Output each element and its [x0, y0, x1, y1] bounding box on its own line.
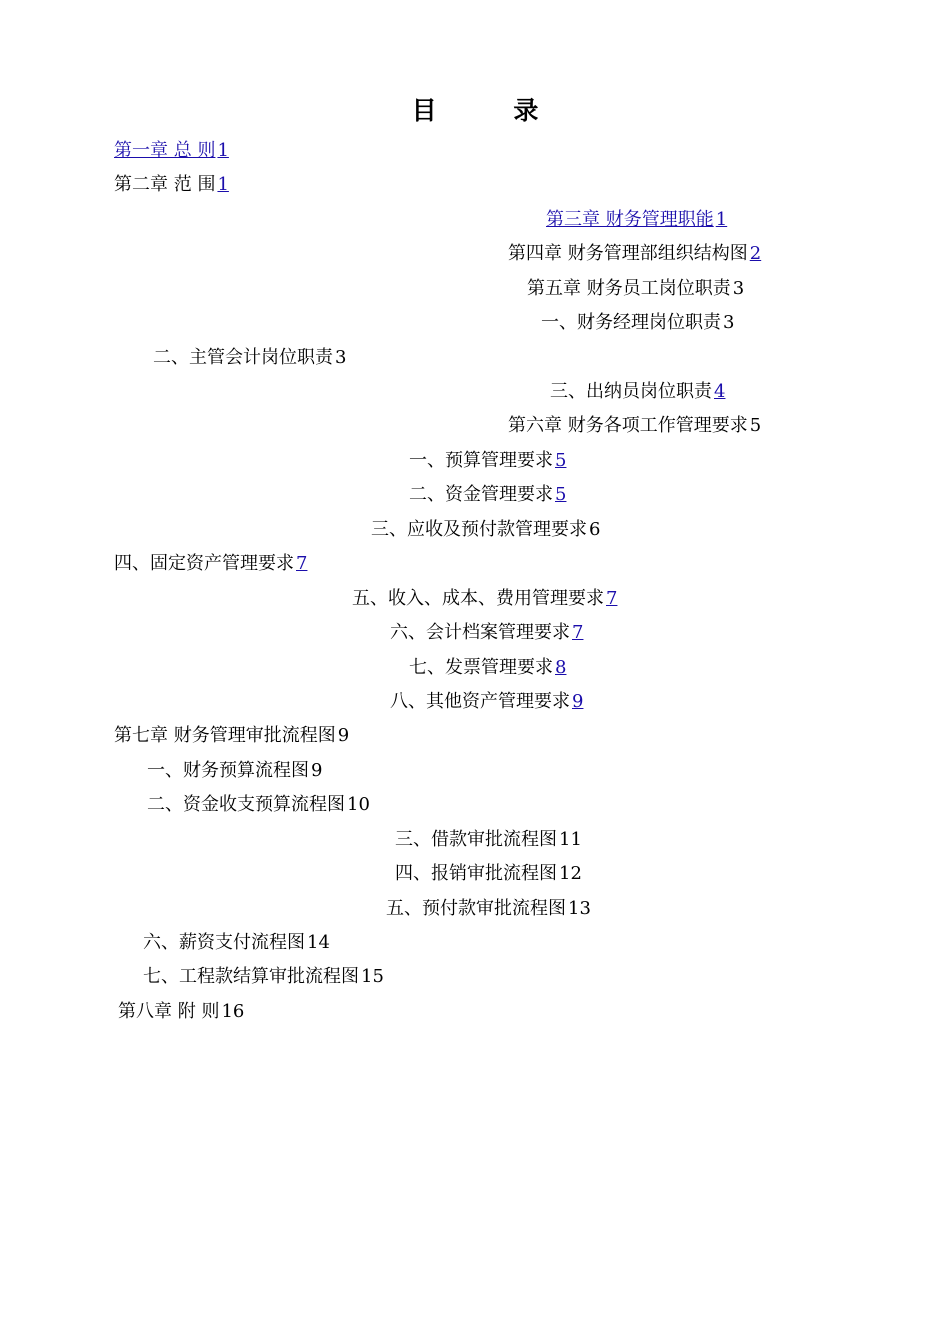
toc-entry-label: 一、财务经理岗位职责 [541, 312, 721, 333]
toc-entry-label: 六、会计档案管理要求 [390, 622, 570, 643]
toc-entry-label: 第五章 财务员工岗位职责 [527, 278, 731, 299]
toc-page-link[interactable]: 7 [606, 588, 618, 609]
toc-page-link[interactable]: 8 [555, 657, 567, 678]
toc-entry-chapter-2 [114, 172, 229, 198]
toc-page-link[interactable]: 2 [749, 243, 762, 264]
toc-entry-6-4 [114, 551, 307, 577]
toc-entry-7-3 [395, 827, 582, 853]
toc-entry-label: 四、固定资产管理要求 [114, 553, 294, 574]
toc-page-link[interactable]: 5 [555, 484, 567, 505]
toc-page-number: 10 [347, 794, 370, 815]
toc-entry-6-3 [371, 517, 600, 543]
toc-page-link[interactable]: 7 [296, 553, 308, 574]
toc-entry-chapter-3[interactable] [546, 207, 727, 233]
toc-entry-6-1 [409, 448, 566, 474]
toc-page-number: 12 [559, 863, 582, 884]
toc-entry-chapter-5 [527, 276, 744, 302]
toc-entry-label: 第二章 范 围 [114, 174, 216, 195]
toc-entry-5-1 [541, 310, 734, 336]
toc-entry-label: 七、工程款结算审批流程图 [143, 966, 359, 987]
toc-entry-chapter-1[interactable] [114, 138, 229, 164]
toc-page-number: 9 [311, 760, 323, 781]
toc-entry-chapter-7 [114, 723, 349, 749]
toc-entry-label: 二、资金收支预算流程图 [147, 794, 345, 815]
toc-entry-label: 二、资金管理要求 [409, 484, 553, 505]
toc-page-link[interactable]: 7 [572, 622, 584, 643]
toc-page-number: 15 [361, 966, 384, 987]
toc-entry-6-2 [409, 482, 566, 508]
toc-entry-7-5 [386, 896, 591, 922]
toc-page-number: 11 [559, 829, 582, 850]
toc-entry-label: 第七章 财务管理审批流程图 [114, 725, 336, 746]
toc-entry-7-7 [143, 964, 384, 990]
toc-entry-label: 第六章 财务各项工作管理要求 [508, 415, 748, 436]
toc-page-link[interactable]: 5 [555, 450, 567, 471]
toc-title: 目 录 [411, 96, 573, 125]
toc-entry-6-7 [409, 655, 566, 681]
toc-entry-5-2 [153, 345, 346, 371]
toc-entry-label: 八、其他资产管理要求 [390, 691, 570, 712]
toc-entry-chapter-4 [508, 241, 761, 267]
toc-entry-chapter-8 [118, 999, 244, 1025]
toc-page-link[interactable]: 4 [714, 381, 726, 402]
toc-page-number: 6 [589, 519, 601, 540]
toc-page-number: 13 [568, 898, 591, 919]
toc-entry-label[interactable]: 第一章 总 则 [114, 140, 216, 161]
toc-page-number: 14 [307, 932, 330, 953]
toc-entry-7-6 [143, 930, 330, 956]
toc-page-link[interactable]: 1 [217, 174, 229, 195]
toc-entry-label: 五、收入、成本、费用管理要求 [352, 588, 604, 609]
toc-entry-label: 三、应收及预付款管理要求 [371, 519, 587, 540]
toc-entry-label: 一、预算管理要求 [409, 450, 553, 471]
toc-page-number: 9 [337, 725, 350, 746]
toc-page-number: 3 [335, 347, 347, 368]
toc-page-number: 3 [723, 312, 735, 333]
toc-entry-6-5 [352, 586, 617, 612]
toc-entry-label: 七、发票管理要求 [409, 657, 553, 678]
toc-entry-label: 一、财务预算流程图 [147, 760, 309, 781]
toc-entry-6-6 [390, 620, 583, 646]
toc-entry-7-1 [147, 758, 322, 784]
toc-entry-7-2 [147, 792, 370, 818]
toc-entry-label: 三、借款审批流程图 [395, 829, 557, 850]
toc-page-number: 16 [221, 1001, 245, 1022]
toc-entry-label: 三、出纳员岗位职责 [550, 381, 712, 402]
toc-entry-7-4 [395, 861, 582, 887]
toc-entry-label: 第四章 财务管理部组织结构图 [508, 243, 748, 264]
toc-entry-6-8 [390, 689, 583, 715]
toc-entry-chapter-6 [508, 413, 761, 439]
toc-entry-label: 二、主管会计岗位职责 [153, 347, 333, 368]
toc-entry-label: 六、薪资支付流程图 [143, 932, 305, 953]
toc-page-number: 3 [732, 278, 745, 299]
toc-entry-label: 五、预付款审批流程图 [386, 898, 566, 919]
toc-page-link[interactable]: 9 [572, 691, 584, 712]
toc-entry-label: 第八章 附 则 [118, 1001, 220, 1022]
toc-entry-5-3 [550, 379, 725, 405]
toc-page-number: 5 [749, 415, 762, 436]
toc-entry-label: 四、报销审批流程图 [395, 863, 557, 884]
toc-entry-label[interactable]: 第三章 财务管理职能 [546, 209, 714, 230]
toc-page-link[interactable]: 1 [217, 140, 229, 161]
toc-page-link[interactable]: 1 [715, 209, 728, 230]
